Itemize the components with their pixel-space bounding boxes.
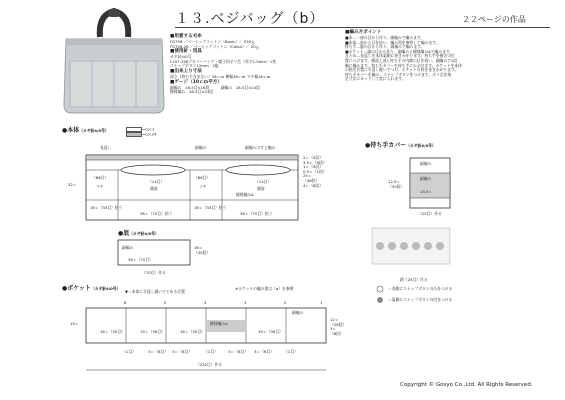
points-line: 持ち手カバーを編み、スナップボタンをつけます。ボリ芯を指 bbox=[345, 71, 452, 77]
pocket-bottom-dim: （1目） bbox=[204, 349, 218, 354]
body-label: 見返し bbox=[100, 145, 112, 150]
body-dim: 16ｃ（30目）拾う bbox=[90, 205, 123, 210]
size-line: 深さ（持ち手含まない）26ｃｍ 横幅38ｃｍ マチ幅16ｃｍ bbox=[170, 73, 271, 79]
body-dim: 38ｃ（70目）拾う bbox=[140, 211, 173, 216]
body-dim: （14目） bbox=[255, 179, 272, 184]
bottom-section-label: ●底（カギ針4/0号） bbox=[118, 230, 159, 237]
size-heading: ■出来上り寸法 bbox=[170, 68, 202, 74]
pocket-number: 5 bbox=[164, 300, 167, 305]
pocket-note: ※ポケットの編み図は（a）を参照 bbox=[235, 286, 294, 291]
pocket-number: 2 bbox=[284, 300, 287, 305]
bottom-start: （70目）作る bbox=[142, 270, 166, 275]
yarn-line: FG756-26 ／ベーシックコットン（Colon）／ 20ｇ bbox=[170, 43, 260, 49]
body-label: 細編みのすじ編み bbox=[245, 145, 276, 150]
pocket-cell: 19ｃ（36目） bbox=[258, 329, 283, 334]
handle-width: 13.5ｃ bbox=[420, 189, 433, 194]
pocket-number: 4 bbox=[204, 300, 207, 305]
snap-note-back: ＝裏側にスナップボタンの凹をつける bbox=[388, 297, 453, 302]
tools-line: スナップボタン12mm 2組 bbox=[170, 63, 219, 69]
legend-col24: =col.24 bbox=[142, 131, 157, 137]
pocket-stitch: 細編み bbox=[292, 310, 304, 315]
points-line: 持ち手…脇の目から作り、細編みで編みます。 bbox=[345, 44, 425, 50]
points-line: ■本…一部の目から作り、細編みで編みます。 bbox=[345, 35, 425, 40]
pocket-cell: 16ｃ（30目） bbox=[100, 329, 125, 334]
body-dim: （86目） bbox=[194, 175, 211, 180]
points-line: まとめ…見返しを本体裏側に巻きかがります。持ち手を指定の位 bbox=[345, 53, 455, 59]
gauge-line: 模様編み 18.5目×23段 bbox=[170, 89, 214, 95]
pocket-height: 15ｃ bbox=[70, 321, 79, 326]
page-reference: ２２ページの作品 bbox=[462, 15, 526, 24]
body-label: マチ bbox=[96, 184, 104, 189]
gauge-heading: ■ゲージ（10ｃｍ平方） bbox=[170, 79, 222, 85]
tools-heading: ■使用針・用具 bbox=[170, 49, 202, 55]
pocket-note: ▼＝本体に半返し縫いでとめる位置 bbox=[125, 289, 185, 294]
body-right-dims: 2ｃ（5段） 3.5ｃ（9段） 1ｃ（5段） 0.5ｃ（1段） 25ｃ （46段） 4ｃ（8段） bbox=[303, 155, 327, 188]
handle-stitch: 細編み bbox=[420, 161, 432, 166]
points-line: 編に編みます。持ち手カバーを持ち手にかぶせます。ポケットを本体 bbox=[345, 62, 462, 68]
pocket-bottom-dim: 3ｃ（6目） bbox=[228, 349, 249, 354]
tools-line: CL57-358クロバーバッグ・帽子用ボリ芯（厚さ1.5mm）1枚 bbox=[170, 58, 277, 64]
bottom-width: 38ｃ（70目） bbox=[128, 257, 153, 262]
pocket-bottom-dim: 3ｃ（6目） bbox=[254, 349, 275, 354]
page-title: １３.ベジバッグ（b） bbox=[175, 11, 325, 27]
body-label: 模様編みA bbox=[236, 192, 254, 197]
pocket-number: 6 bbox=[124, 300, 127, 305]
pocket-bottom-dim: （1目） bbox=[122, 349, 136, 354]
pocket-label: ●ポケット（カギ針4/0号） bbox=[62, 285, 121, 292]
materials-heading: ■用意する毛糸 bbox=[170, 34, 202, 39]
body-section-label: ●本体（カギ針4/0号） bbox=[62, 127, 109, 134]
points-line: 定寸法にカットして底に入れます。 bbox=[345, 76, 406, 82]
snap-note-front: ＝表側にスナップボタンの凸をつける bbox=[388, 286, 453, 291]
pocket-bottom-dim: （1目） bbox=[284, 349, 298, 354]
points-line: ■本体…底から目を拾い、編み図を参照して編みます。 bbox=[345, 39, 440, 45]
points-line: の指定位置に半返し縫いでつけ、ポケットの底を巻きかがります。 bbox=[345, 67, 459, 73]
pocket-number: 3 bbox=[244, 300, 247, 305]
body-label: 細編み bbox=[195, 145, 207, 150]
body-label: 側面 bbox=[150, 186, 158, 191]
bottom-stitch: 細編み bbox=[122, 245, 134, 250]
handle-height: 12.5ｃ （30段） bbox=[388, 179, 405, 189]
tools-line: カギ針4/0号 bbox=[170, 54, 192, 60]
pocket-bottom-dim: 3ｃ（6目） bbox=[172, 349, 193, 354]
body-dim: （14目） bbox=[148, 179, 165, 184]
bottom-height: 16ｃ （30段） bbox=[194, 245, 211, 255]
body-label: 32ｃ bbox=[68, 182, 77, 187]
handle-cover-label: ●持ち手カバー（カギ針4/0号） bbox=[365, 142, 436, 149]
points-line: 置につけます。側面上部と持ち手の内側の目を拾い、細編みで1段 bbox=[345, 57, 458, 63]
points-line: ■ポケット…脇の目から作り、細編みと模様編みAで編みます。 bbox=[345, 48, 454, 54]
points-heading: ■編み方ポイント bbox=[345, 30, 382, 35]
body-label: 側面 bbox=[257, 186, 265, 191]
pocket-cell: 19ｃ（36目） bbox=[140, 329, 165, 334]
pocket-start: （232目）作る bbox=[196, 362, 223, 367]
gauge-line: 細編み 18.5目×16段 細編み 18.5目×24段 bbox=[170, 84, 260, 90]
pocket-bottom-dim: 3ｃ（6目） bbox=[148, 349, 169, 354]
handle-start: （25目）作る bbox=[418, 211, 442, 216]
body-label: マチ bbox=[199, 184, 207, 189]
handle-stitch: 細編み bbox=[420, 176, 432, 181]
body-dim: 16ｃ（30目）拾う bbox=[194, 205, 227, 210]
pocket-right-dims: 12ｃ （28段） 3ｃ （8段） bbox=[330, 317, 347, 336]
copyright: Copyright © Gosyo Co.,Ltd. All Rights Reserved. bbox=[400, 382, 533, 388]
chart-start: 鎖（25目）作る bbox=[400, 277, 428, 282]
legend-col1: =col.1 bbox=[142, 126, 155, 132]
pocket-number: 1 bbox=[320, 300, 323, 305]
body-dim: （86目） bbox=[92, 175, 109, 180]
pocket-pattern: 模様編みA bbox=[210, 321, 228, 326]
body-dim: 38ｃ（70目）拾う bbox=[240, 211, 273, 216]
pocket-cell: 16ｃ（30目） bbox=[180, 329, 205, 334]
yarn-line: FG756 ／ベーシックコットン（Basic）／ 530ｇ bbox=[170, 39, 255, 44]
